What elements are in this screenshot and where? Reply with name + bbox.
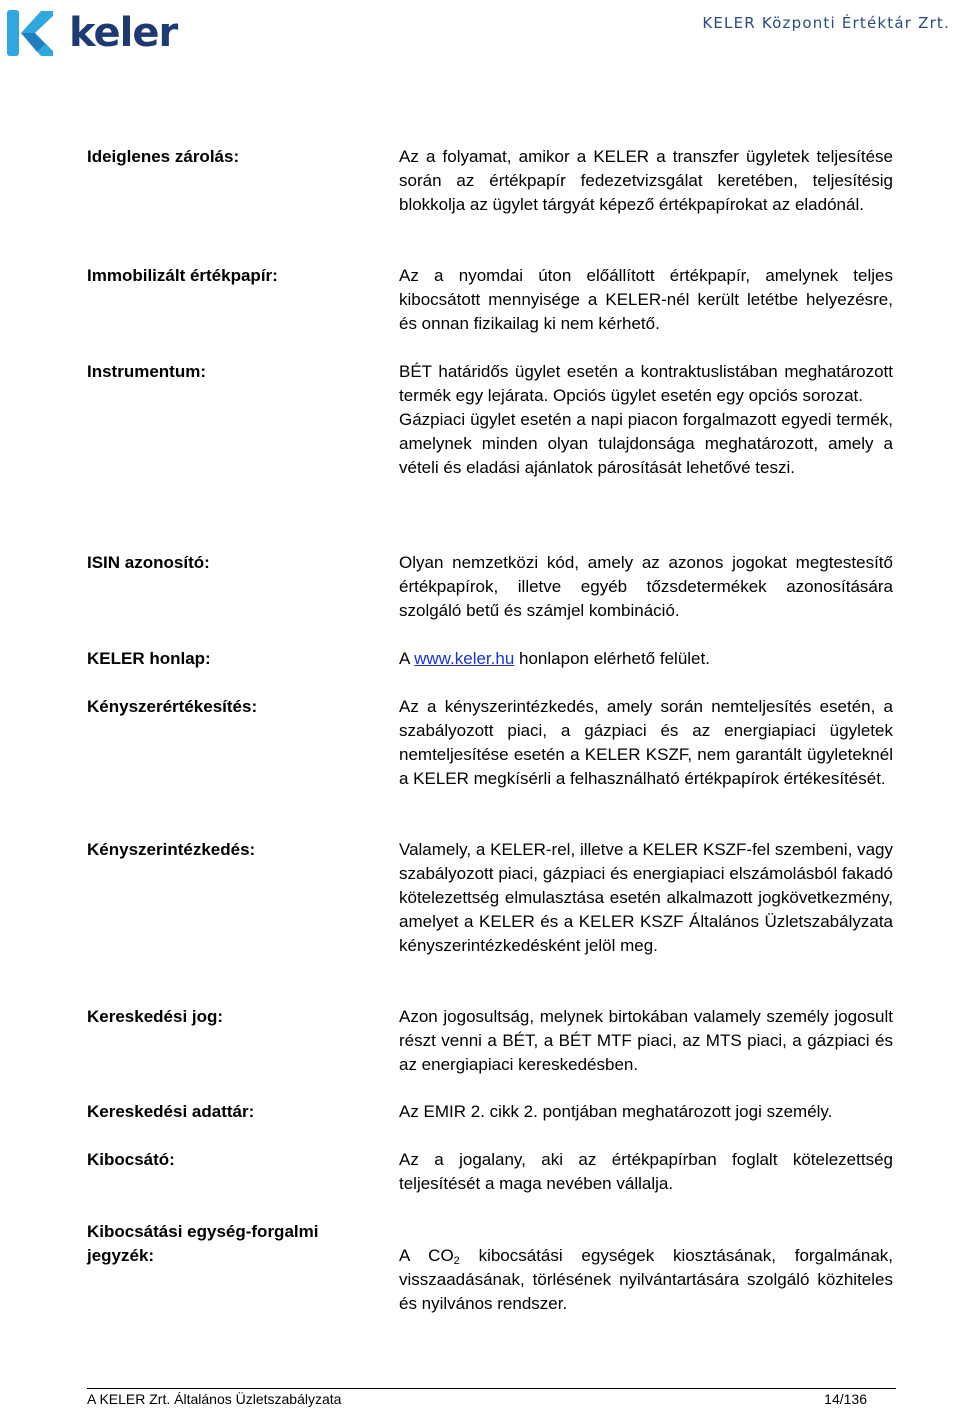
term-isin-azonosito: ISIN azonosító: <box>87 553 210 572</box>
def-immobilizalt-ertekpapir: Az a nyomdai úton előállított értékpapír, amelynek teljes kibocsátott mennyisége a KELER-nél került letétbe helyezésre, és onnan fizikailag ki nem kérhető. <box>399 266 893 333</box>
def-co2-post: kibocsátási egységek kiosztásának, forgalmának, visszaadásának, törlésének nyilvántartására szolgáló közhiteles és nyilvános rendszer. <box>399 1246 894 1313</box>
def-instrumentum-p1: BÉT határidős ügylet esetén a kontraktuslistában meghatározott termék egy lejárata. Opciós ügylet esetén egy opciós sorozat. <box>399 362 893 405</box>
def-isin-azonosito: Olyan nemzetközi kód, amely az azonos jogokat megtestesítő értékpapírok, illetve egyéb tőzsdetermékek azonosítására szolgáló betű és számjel kombináció. <box>399 553 893 620</box>
def-keler-honlap-pre: A <box>399 649 415 668</box>
keler-logo-icon <box>5 8 55 58</box>
def-instrumentum-p2: Gázpiaci ügylet esetén a napi piacon forgalmazott egyedi termék, amelynek minden olyan tulajdonsága meghatározott, amely a vételi és eladási ajánlatok párosítását lehetővé teszi. <box>399 410 893 477</box>
term-kibocsatasi-egyseg-forgalmi-jegyzek: Kibocsátási egység-forgalmi jegyzék: <box>87 1222 319 1265</box>
def-kenyszerertekesites: Az a kényszerintézkedés, amely során nemteljesítés esetén, a szabályozott piaci, a gázpiaci és az energiapiaci ügyletek nemteljesítése esetén a KELER KSZF, nem garantált ügyleteknél a KELER megkísérli a felhasználható értékpapírok értékesítését. <box>399 697 893 788</box>
keler-logo <box>5 8 177 58</box>
term-immobilizalt-ertekpapir: Immobilizált értékpapír: <box>87 266 278 285</box>
def-keler-honlap-post: honlapon elérhető felület. <box>514 649 710 668</box>
term-instrumentum: Instrumentum: <box>87 362 206 381</box>
def-kibocsatasi-egyseg-forgalmi-jegyzek <box>399 1244 893 1316</box>
term-kibocsato: Kibocsátó: <box>87 1150 175 1169</box>
term-keler-honlap: KELER honlap: <box>87 649 211 668</box>
term-kereskedesi-adattar: Kereskedési adattár: <box>87 1102 255 1121</box>
def-kibocsato: Az a jogalany, aki az értékpapírban foglalt kötelezettség teljesítését a maga nevében vállalja. <box>399 1150 893 1193</box>
term-kenyszerertekesites: Kényszerértékesítés: <box>87 697 258 716</box>
def-keler-honlap <box>399 647 893 671</box>
def-ideiglenes-zarolas: Az a folyamat, amikor a KELER a transzfer ügyletek teljesítése során az értékpapír fedezetvizsgálat keretében, teljesítésig blokkolja az ügylet tárgyát képező értékpapírokat az eladónál. <box>399 147 893 214</box>
footer-page-number: 14/136 <box>824 1391 867 1407</box>
keler-website-link[interactable]: www.keler.hu <box>414 649 515 668</box>
term-kenyszerintezkedes: Kényszerintézkedés: <box>87 840 256 859</box>
footer-divider <box>87 1388 896 1389</box>
logo-wordmark: keler <box>69 10 178 56</box>
page-header <box>0 0 960 70</box>
def-kereskedesi-jog: Azon jogosultság, melynek birtokában valamely személy jogosult részt venni a BÉT, a BÉT MTF piaci, az MTS piaci, a gázpiaci és az energiapiaci kereskedésben. <box>399 1007 893 1074</box>
def-instrumentum <box>399 360 893 480</box>
company-name: KELER Központi Értéktár Zrt. <box>702 14 950 32</box>
def-kenyszerintezkedes: Valamely, a KELER-rel, illetve a KELER KSZF-fel szembeni, vagy szabályozott piaci, gázpiaci és energiapiaci elszámolásból fakadó kötelezettség elmulasztása esetén alkalmazott jogkövetkezmény, amelyet a KELER és a KELER KSZF Általános Üzletszabályzata kényszerintézkedésként jelöl meg. <box>399 840 893 955</box>
term-ideiglenes-zarolas: Ideiglenes zárolás: <box>87 147 240 166</box>
def-co2-pre: A CO <box>399 1246 454 1265</box>
def-co2-subscript: 2 <box>453 1255 460 1267</box>
footer-document-title: A KELER Zrt. Általános Üzletszabályzata <box>87 1391 342 1407</box>
term-kereskedesi-jog: Kereskedési jog: <box>87 1007 224 1026</box>
def-kereskedesi-adattar: Az EMIR 2. cikk 2. pontjában meghatározott jogi személy. <box>399 1102 833 1121</box>
